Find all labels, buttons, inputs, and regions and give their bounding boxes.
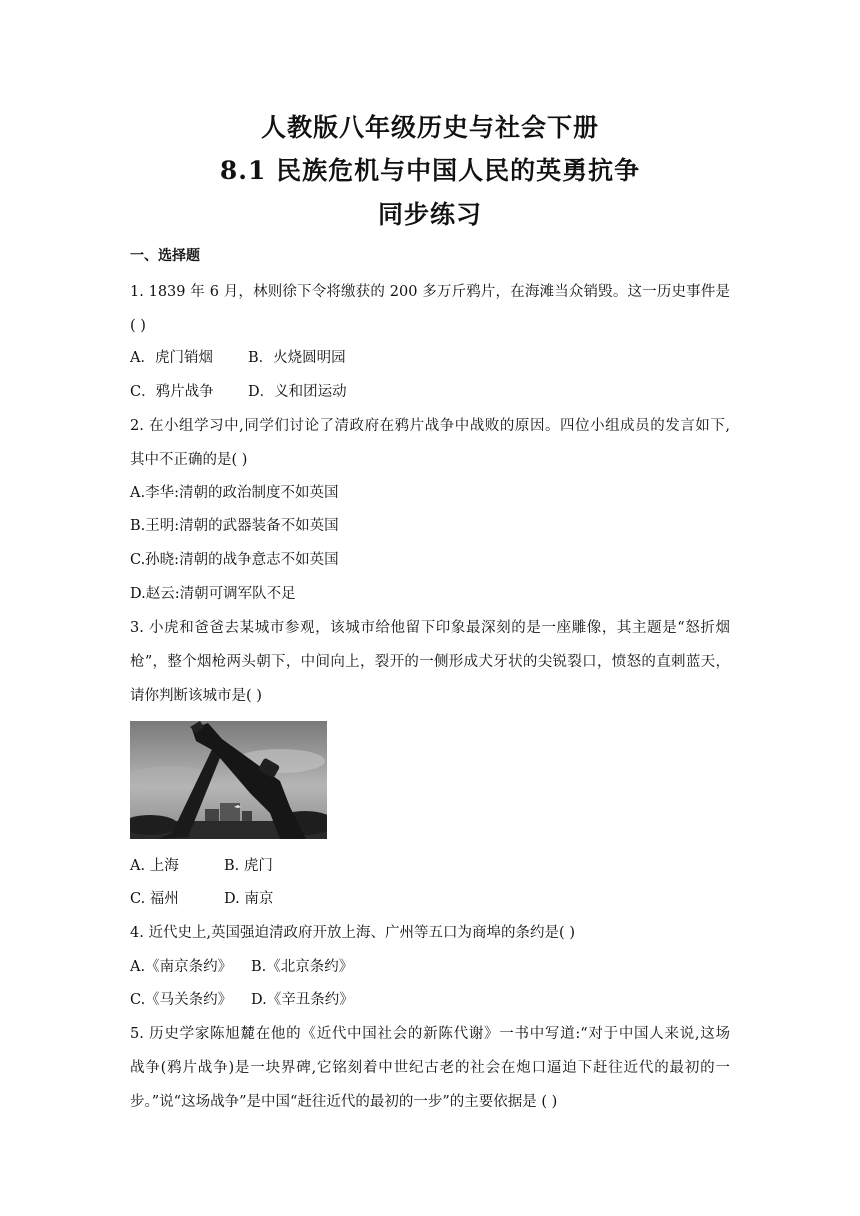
statue-photo (130, 721, 327, 839)
lesson-title: 8.1 民族危机与中国人民的英勇抗争 (219, 156, 641, 185)
question-2-text: 2. 在小组学习中,同学们讨论了清政府在鸦片战争中战败的原因。四位小组成员的发言如下, (130, 418, 730, 434)
question-2-text-cont: 其中不正确的是( ) (130, 452, 248, 468)
broken-pipe-statue-image (130, 721, 327, 839)
question-5-text: 5. 历史学家陈旭麓在他的《近代中国社会的新陈代谢》一书中写道:“对于中国人来说,这场 (130, 1026, 730, 1042)
document-title: 人教版八年级历史与社会下册 (260, 113, 599, 142)
question-3-options-row-1 (130, 856, 730, 876)
question-4-options-row-2 (130, 990, 730, 1010)
option-a: A. 上海 (130, 858, 179, 874)
question-1-text: 1. 1839 年 6 月，林则徐下令将缴获的 200 多万斤鸦片，在海滩当众销毁。这一历史事件是 (130, 284, 730, 300)
question-1-options-row-1 (130, 348, 730, 368)
question-5-text-cont: 战争(鸦片战争)是一块界碑,它铭刻着中世纪古老的社会在炮口逼迫下赶往近代的最初的一 (130, 1060, 730, 1076)
question-2-option-b: B.王明:清朝的武器装备不如英国 (130, 518, 339, 534)
option-a: A.《南京条约》 (130, 959, 233, 975)
question-1-options-row-2 (130, 382, 730, 402)
question-4-options-row-1 (130, 957, 730, 977)
question-3-text-end: 请你判断该城市是( ) (130, 688, 262, 704)
option-a: A．虎门销烟 (130, 350, 213, 366)
option-b: B.《北京条约》 (251, 959, 354, 975)
question-3-options-row-2 (130, 889, 730, 909)
exercise-title: 同步练习 (377, 200, 482, 229)
option-d: D.《辛丑条约》 (251, 992, 354, 1008)
question-1-blank: ( ) (130, 318, 146, 334)
option-d: D．义和团运动 (248, 384, 347, 400)
question-4-text: 4. 近代史上,英国强迫清政府开放上海、广州等五口为商埠的条约是( ) (130, 925, 575, 941)
option-d: D. 南京 (224, 891, 274, 907)
question-3-text-cont: 枪”，整个烟枪两头朝下，中间向上，裂开的一侧形成犬牙状的尖锐裂口，愤怒的直刺蓝天， (130, 654, 730, 670)
question-5-text-end: 步。”说“这场战争”是中国“赶往近代的最初的一步”的主要依据是 ( ) (130, 1094, 558, 1110)
question-2-option-a: A.李华:清朝的政治制度不如英国 (130, 485, 339, 501)
question-3-text: 3. 小虎和爸爸去某城市参观，该城市给他留下印象最深刻的是一座雕像，其主题是“怒折烟 (130, 620, 730, 636)
option-c: C．鸦片战争 (130, 384, 214, 400)
option-b: B. 虎门 (224, 858, 273, 874)
question-2-option-c: C.孙晓:清朝的战争意志不如英国 (130, 552, 339, 568)
option-b: B．火烧圆明园 (248, 350, 346, 366)
section-heading: 一、选择题 (130, 248, 200, 264)
option-c: C.《马关条约》 (130, 992, 233, 1008)
question-2-option-d: D.赵云:清朝可调军队不足 (130, 586, 296, 602)
option-c: C. 福州 (130, 891, 179, 907)
